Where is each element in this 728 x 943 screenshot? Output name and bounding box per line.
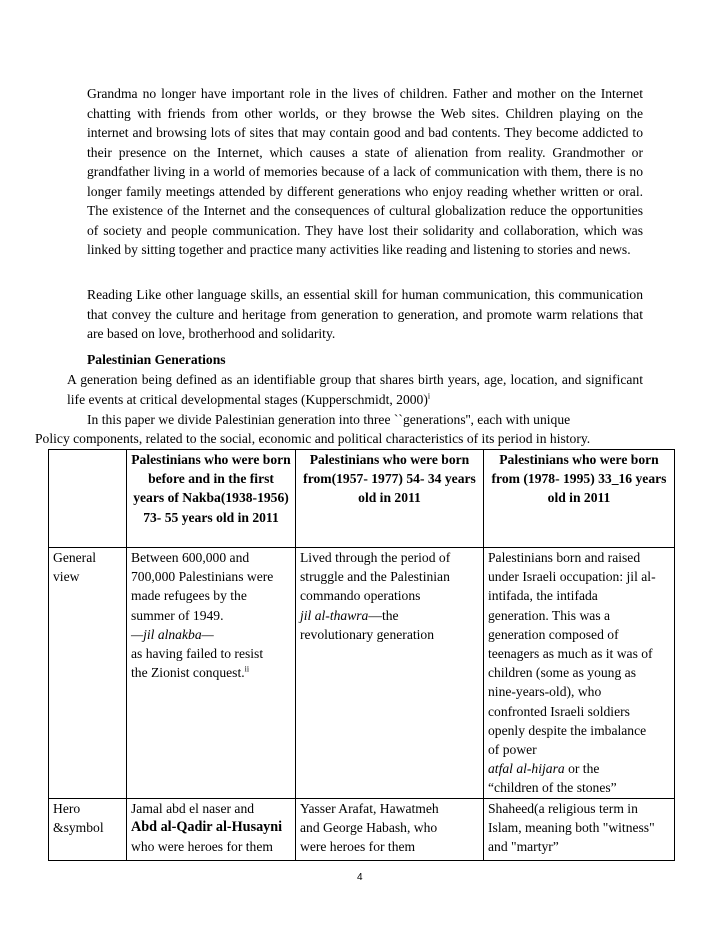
row-label-hero-symbol	[49, 798, 127, 860]
cell-line: Lived through the period of	[300, 550, 451, 565]
cell-line: struggle and the Palestinian	[300, 569, 450, 585]
cell-line: of power	[488, 742, 537, 758]
row-label-line: General	[53, 550, 97, 565]
cell-line	[488, 759, 670, 778]
cell-line: Between 600,000 and	[131, 550, 250, 565]
header-intifada-generation: Palestinians who were born from (1978- 1995) 33_16 years old in 2011	[484, 450, 675, 548]
cell-line: commando operations	[300, 588, 421, 604]
cell-line-bold: Abd al-Qadir al-Husayni	[131, 818, 283, 835]
row-label-line: Hero	[53, 800, 81, 816]
cell-hero-revolution	[296, 798, 484, 860]
cell-line: children (some as young as	[488, 665, 636, 681]
cell-general-intifada	[484, 548, 675, 799]
row-label-line: &symbol	[53, 819, 104, 835]
header-nakba-generation: Palestinians who were born before and in the first years of Nakba(1938-1956) 73- 55 years old in 2011	[127, 450, 296, 548]
cell-line: and "martyr”	[488, 839, 559, 855]
cell-line: Shaheed(a religious term in	[488, 800, 638, 816]
cell-line	[131, 663, 291, 682]
paragraph-generation-definition	[67, 370, 643, 409]
cell-line: Islam, meaning both "witness"	[488, 819, 655, 835]
cell-line: Jamal abd el naser and	[131, 800, 255, 816]
table-row-hero-symbol	[49, 798, 675, 860]
cell-line: “children of the stones”	[488, 780, 617, 796]
cell-line-italic: —jil alnakba—	[131, 626, 214, 642]
endnote-marker: i	[427, 390, 431, 400]
cell-general-revolution	[296, 548, 484, 799]
cell-hero-intifada	[484, 798, 675, 860]
cell-text: —the	[368, 607, 399, 623]
table-row-general-view	[49, 548, 675, 799]
cell-hero-nakba	[127, 798, 296, 860]
cell-line: nine-years-old), who	[488, 684, 602, 700]
definition-text: A generation being defined as an identifiable group that shares birth years, age, location, and significant life events at critical developmental stages (Kupperschmidt, 2000)	[67, 372, 643, 407]
cell-line: confronted Israeli soldiers	[488, 703, 630, 719]
cell-line: who were heroes for them	[131, 839, 273, 855]
endnote-marker: ii	[244, 664, 250, 674]
cell-line: summer of 1949.	[131, 607, 224, 623]
generations-table	[48, 449, 675, 861]
cell-line: revolutionary generation	[300, 626, 434, 642]
cell-line: under Israeli occupation: jil al-	[488, 569, 656, 585]
row-label-general-view	[49, 548, 127, 799]
cell-line: teenagers as much as it was of	[488, 646, 653, 662]
paragraph-divide-line-2: Policy components, related to the social, economic and political characteristics of its period in history.	[35, 431, 591, 446]
page-number: 4	[357, 872, 363, 883]
cell-line: Palestinians born and raised	[488, 550, 641, 565]
paragraph-internet-impact: Grandma no longer have important role in the lives of children. Father and mother on the Internet chatting with friends from other worlds, or they browse the Web sites. Children playing on the internet and browsing lots of sites that may contain good and bad contents. They become addicted to their presence on the Internet, which causes a state of alienation from reality. Grandmother or grandfather living in a world of memories because of a lack of communication with them, there is no longer family meetings attended by different generations who enjoy reading whether written or oral. The existence of the Internet and the consequences of cultural globalization reduce the opportunities of society and people communication. They have lost their solidarity and collaboration, which was linked by sitting together and practice many activities like reading and listening to stories and news.	[87, 86, 643, 257]
cell-line: and George Habash, who	[300, 819, 438, 835]
cell-text-italic: jil al-thawra	[300, 607, 369, 623]
header-revolution-generation: Palestinians who were born from(1957- 1977) 54- 34 years old in 2011	[296, 450, 484, 548]
row-label-line: view	[53, 569, 80, 585]
cell-line: made refugees by the	[131, 588, 247, 604]
table-header-row	[49, 450, 675, 548]
cell-line: generation. This was a	[488, 607, 611, 623]
cell-line: generation composed of	[488, 626, 619, 642]
cell-line: intifada, the intifada	[488, 588, 598, 604]
cell-line: were heroes for them	[300, 839, 416, 855]
paragraph-divide-line-1: In this paper we divide Palestinian generation into three ``generations'', each with unique	[87, 412, 571, 427]
cell-text: the Zionist conquest.	[131, 665, 245, 681]
cell-text: or the	[564, 761, 600, 777]
cell-text-italic: atfal al-hijara	[488, 761, 565, 777]
cell-line	[300, 606, 479, 625]
header-empty-cell	[49, 450, 127, 548]
cell-line: Yasser Arafat, Hawatmeh	[300, 800, 439, 816]
paragraph-reading-skill: Reading Like other language skills, an essential skill for human communication, this communication that convey the culture and heritage from generation to generation, and promote warm relations that are based on love, brotherhood and solidarity.	[87, 287, 643, 341]
section-heading: Palestinian Generations	[87, 352, 226, 367]
cell-line: as having failed to resist	[131, 646, 264, 662]
cell-line: openly despite the imbalance	[488, 722, 647, 738]
cell-line: 700,000 Palestinians were	[131, 569, 274, 585]
cell-general-nakba	[127, 548, 296, 799]
